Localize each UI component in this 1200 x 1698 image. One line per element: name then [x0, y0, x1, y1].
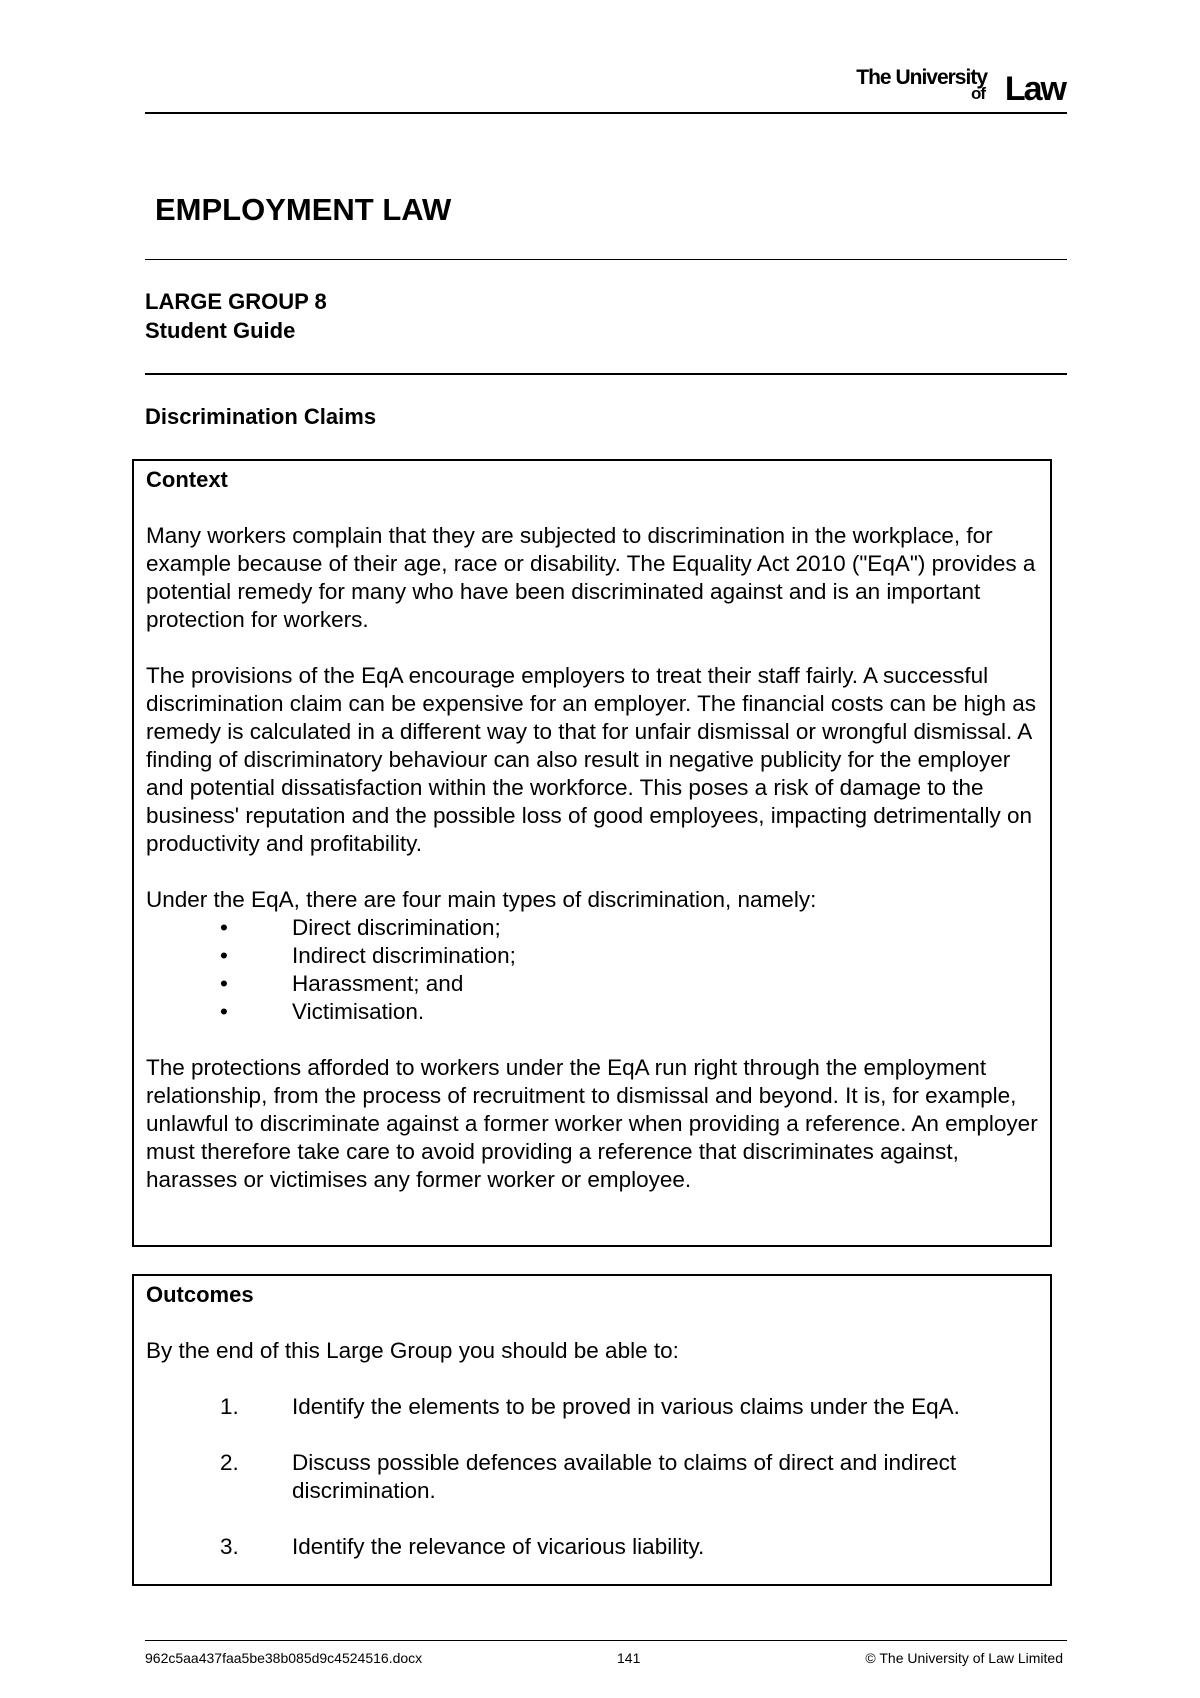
page-footer — [145, 1650, 1067, 1670]
list-item: 3. Identify the relevance of vicarious liability. — [220, 1534, 705, 1559]
list-item: • Indirect discrimination; — [220, 943, 516, 968]
student-guide-label: Student Guide — [145, 318, 296, 343]
section-title: Discrimination Claims — [145, 404, 377, 429]
list-item: 2. Discuss possible defences available to claims of direct and indirect discrimination. — [220, 1450, 957, 1503]
header-rule — [145, 112, 1067, 114]
context-heading: Context — [146, 467, 228, 492]
title-rule — [145, 259, 1067, 260]
outcomes-list — [146, 1393, 1050, 1561]
context-paragraph-2: The provisions of the EqA encourage employers to treat their staff fairly. A successful discrimination claim can be expensive for an employer. The financial costs can be high as remedy is calculated in a different way to that for unfair dismissal or wrongful dismissal. A finding of discriminatory behaviour can also result in negative publicity for the employer and potential dissatisfaction within the workforce. This poses a risk of damage to the business' reputation and the possible loss of good employees, impacting detrimentally on productivity and profitability. — [146, 663, 1037, 856]
context-box — [132, 459, 1052, 1247]
list-item: • Victimisation. — [220, 999, 425, 1024]
context-paragraph-4: The protections afforded to workers under the EqA run right through the employment relationship, from the process of recruitment to dismissal and beyond. It is, for example, unlawful to discriminate against a former worker when providing a reference. An employer must therefore take care to avoid providing a reference that discriminates against, harasses or victimises any former worker or employee. — [146, 1055, 1038, 1192]
bullet-icon: • — [220, 971, 228, 996]
logo-text-university: The University — [856, 66, 987, 89]
list-item: • Direct discrimination; — [220, 915, 501, 940]
bullet-icon: • — [220, 915, 228, 940]
discrimination-types-list — [146, 914, 1050, 1026]
footer-rule — [145, 1640, 1067, 1641]
footer-page-number: 141 — [617, 1650, 641, 1666]
logo-text-of: of — [970, 84, 985, 103]
university-logo — [855, 66, 1065, 106]
outcomes-box — [132, 1274, 1052, 1586]
document-title: EMPLOYMENT LAW — [155, 192, 452, 227]
logo-text-law: Law — [1004, 70, 1065, 108]
list-item: • Harassment; and — [220, 971, 464, 996]
context-paragraph-1: Many workers complain that they are subjected to discrimination in the workplace, for example because of their age, race or disability. The Equality Act 2010 ("EqA") provides a potential remedy for many who have been discriminated against and is an important protection for workers. — [146, 523, 1036, 632]
list-item: 1. Identify the elements to be proved in various claims under the EqA. — [220, 1394, 960, 1419]
bullet-icon: • — [220, 943, 228, 968]
footer-copyright: © The University of Law Limited — [865, 1650, 1063, 1666]
subheading-rule — [145, 373, 1067, 375]
bullet-icon: • — [220, 999, 228, 1024]
outcomes-intro: By the end of this Large Group you should be able to: — [146, 1338, 679, 1363]
outcomes-heading: Outcomes — [146, 1282, 254, 1307]
context-paragraph-3: Under the EqA, there are four main types of discrimination, namely: — [146, 887, 817, 912]
footer-filename: 962c5aa437faa5be38b085d9c4524516.docx — [145, 1650, 423, 1666]
large-group-label: LARGE GROUP 8 — [145, 289, 327, 314]
